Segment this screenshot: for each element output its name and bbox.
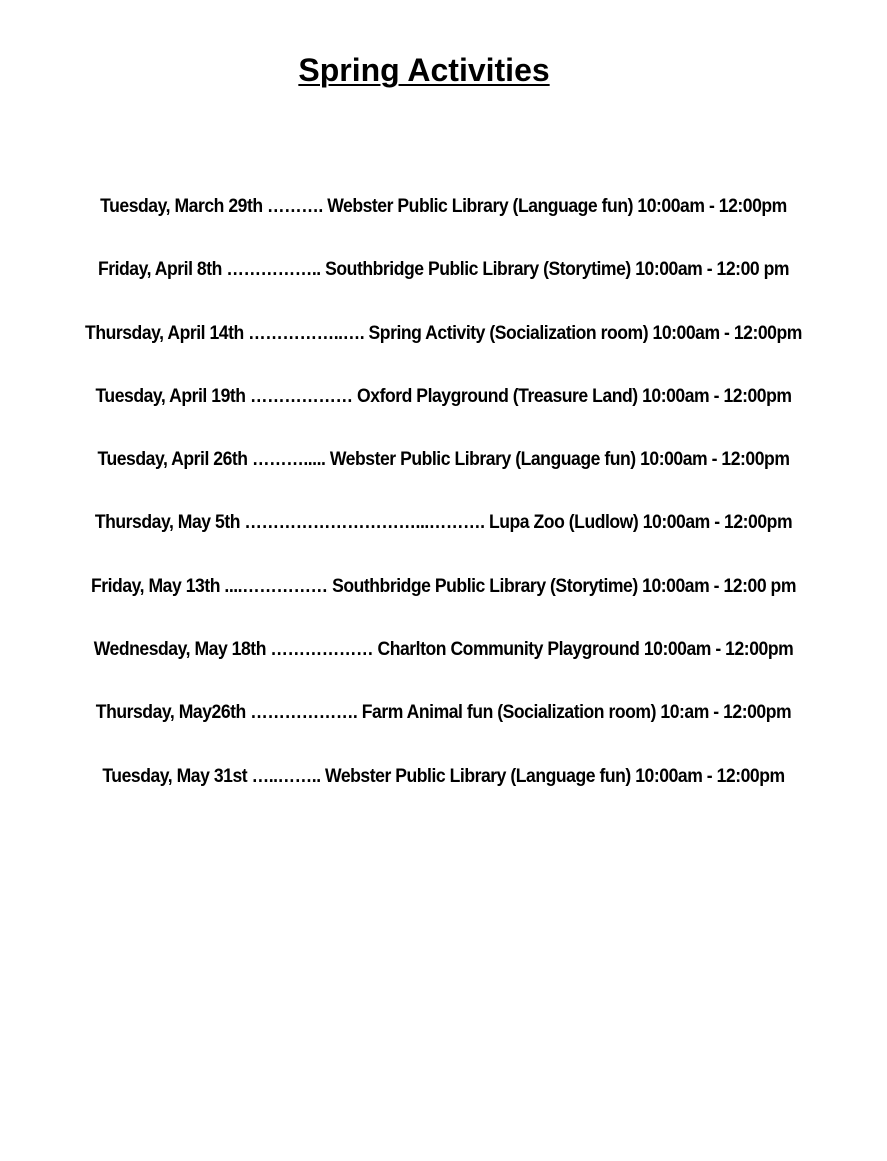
activity-row: Wednesday, May 18th ……………… Charlton Community Playground 10:00am - 12:00pm [93,639,794,661]
activity-row: Tuesday, April 26th ………..... Webster Public Library (Language fun) 10:00am - 12:00pm [97,449,790,471]
activity-row: Friday, May 13th ....…………… Southbridge Public Library (Storytime) 10:00am - 12:00 pm [90,575,796,597]
activity-schedule [0,193,887,826]
activity-row: Thursday, May26th ………………. Farm Animal fun (Socialization room) 10:am - 12:00pm [95,702,792,724]
activity-row: Tuesday, March 29th ………. Webster Public Library (Language fun) 10:00am - 12:00pm [100,196,787,217]
activity-row: Tuesday, April 19th ……………… Oxford Playground (Treasure Land) 10:00am - 12:00pm [95,385,792,407]
activity-row: Friday, April 8th …………….. Southbridge Public Library (Storytime) 10:00am - 12:00 pm [97,259,790,281]
activity-row: Thursday, April 14th ……………..…. Spring Activity (Socialization room) 10:00am - 12:00pm [85,322,802,344]
page-title: Spring Activities [298,52,550,88]
activity-row: Thursday, May 5th …………………………...………. Lupa Zoo (Ludlow) 10:00am - 12:00pm [94,512,793,534]
activity-row: Tuesday, May 31st …..…….. Webster Public Library (Language fun) 10:00am - 12:00pm [102,765,785,787]
